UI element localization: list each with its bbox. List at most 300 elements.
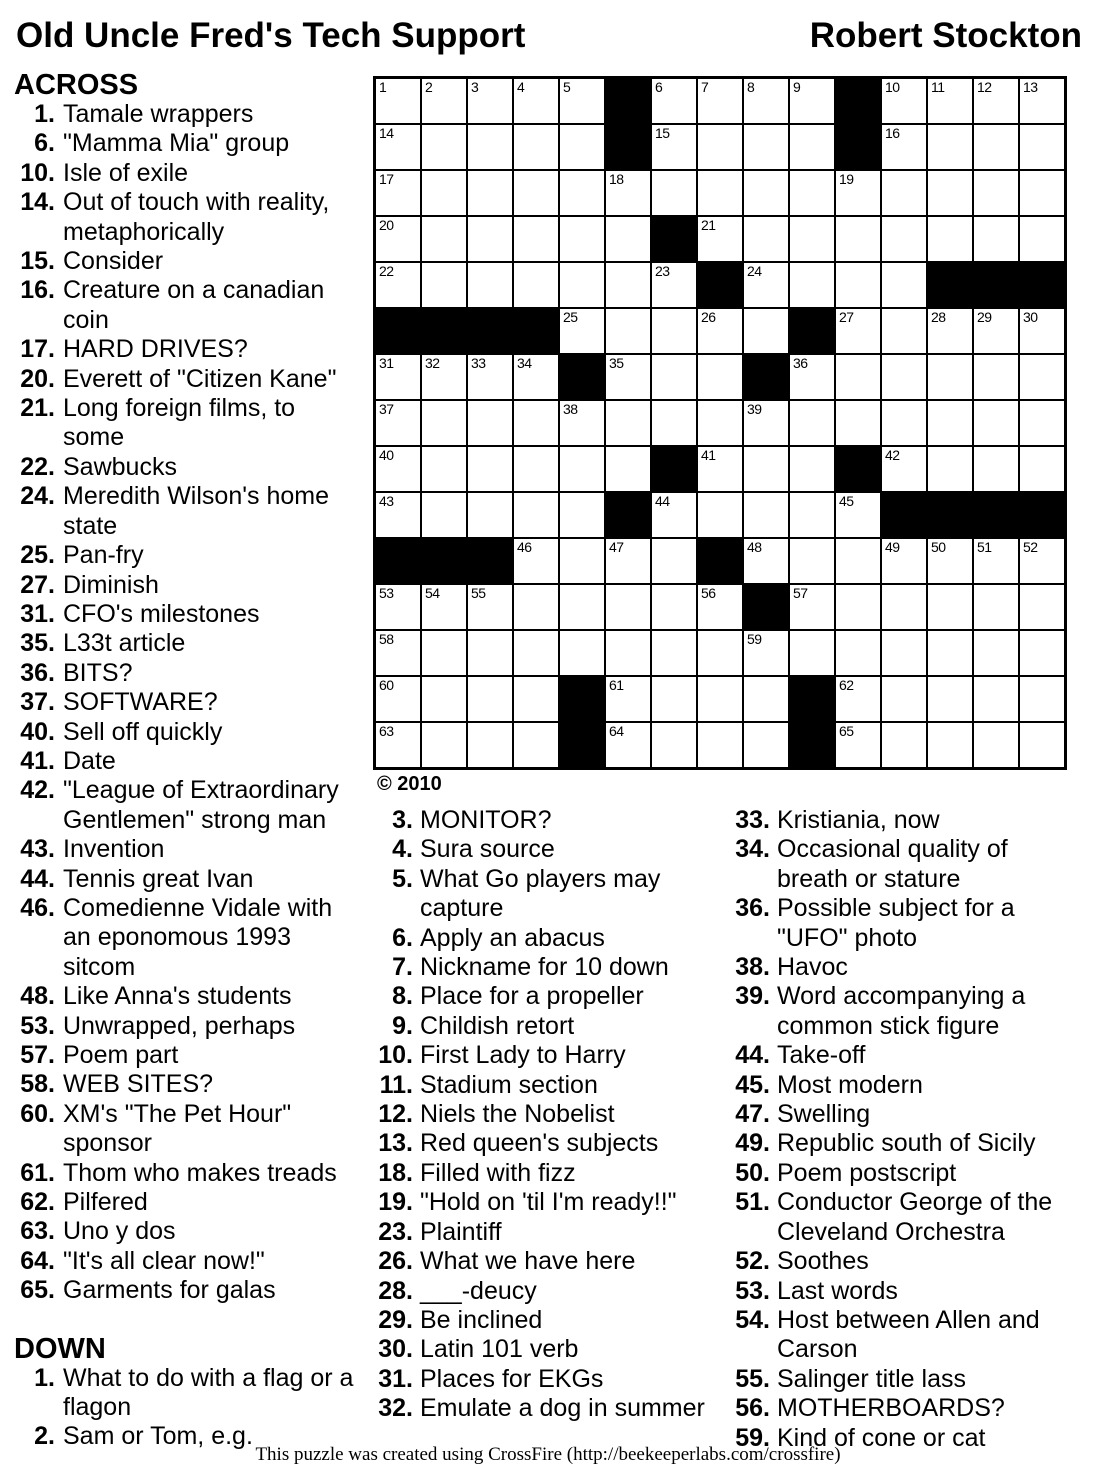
grid-cell[interactable]	[928, 585, 972, 629]
cell-number: 21	[701, 217, 716, 233]
grid-cell[interactable]	[744, 493, 788, 537]
grid-cell[interactable]	[606, 171, 650, 215]
grid-cell[interactable]	[422, 631, 466, 675]
grid-cell[interactable]	[1020, 79, 1064, 123]
clue-number: 4.	[392, 835, 413, 864]
clue	[14, 894, 358, 982]
grid-cell[interactable]	[744, 217, 788, 261]
grid-cell[interactable]	[882, 677, 926, 721]
clue	[14, 365, 358, 394]
grid-cell[interactable]	[606, 401, 650, 445]
clue-number: 50.	[735, 1158, 770, 1187]
grid-cell[interactable]	[606, 355, 650, 399]
grid-cell[interactable]	[928, 631, 972, 675]
grid-cell[interactable]	[652, 79, 696, 123]
grid-cell[interactable]	[422, 447, 466, 491]
grid-cell[interactable]	[836, 723, 880, 767]
grid-cell[interactable]	[376, 171, 420, 215]
grid-cell[interactable]	[422, 171, 466, 215]
clue	[735, 1159, 1077, 1188]
clue-number: 48.	[20, 982, 55, 1011]
clue-text: Salinger title lass	[777, 1364, 966, 1393]
cell-number: 19	[839, 171, 854, 187]
grid-cell[interactable]	[882, 631, 926, 675]
grid-cell[interactable]	[882, 217, 926, 261]
grid-cell[interactable]	[744, 263, 788, 307]
grid-cell[interactable]	[698, 401, 742, 445]
grid-cell[interactable]	[790, 125, 834, 169]
clue-number: 36.	[735, 894, 770, 923]
grid-cell[interactable]	[422, 79, 466, 123]
grid-cell[interactable]	[468, 631, 512, 675]
grid-cell[interactable]	[376, 677, 420, 721]
grid-cell[interactable]	[422, 125, 466, 169]
clue-number: 53.	[735, 1276, 770, 1305]
grid-cell[interactable]	[744, 677, 788, 721]
grid-cell[interactable]	[1020, 309, 1064, 353]
grid-cell[interactable]	[1020, 447, 1064, 491]
grid-cell[interactable]	[790, 631, 834, 675]
clue	[378, 865, 716, 924]
grid-cell[interactable]	[514, 401, 558, 445]
grid-cell[interactable]	[606, 631, 650, 675]
grid-cell[interactable]	[836, 539, 880, 583]
clue-number: 22.	[20, 452, 55, 481]
grid-cell[interactable]	[560, 631, 604, 675]
grid-cell[interactable]	[376, 125, 420, 169]
clue	[378, 1041, 716, 1070]
grid-cell[interactable]	[882, 309, 926, 353]
grid-cell[interactable]	[652, 677, 696, 721]
grid-cell[interactable]	[1020, 401, 1064, 445]
clue-number: 60.	[20, 1099, 55, 1128]
clue	[735, 1306, 1077, 1365]
grid-cell[interactable]	[652, 539, 696, 583]
cell-number: 1	[379, 79, 387, 95]
clue-text: Diminish	[63, 570, 159, 599]
grid-cell[interactable]	[790, 401, 834, 445]
grid-cell[interactable]	[514, 677, 558, 721]
grid-cell[interactable]	[698, 125, 742, 169]
clue-text: Creature on a canadian coin	[63, 276, 325, 334]
cell-number: 32	[425, 355, 440, 371]
clue-text: Kind of cone or cat	[777, 1423, 986, 1452]
clue-number: 40.	[20, 717, 55, 746]
grid-cell[interactable]	[560, 585, 604, 629]
grid-cell[interactable]	[790, 539, 834, 583]
grid-cell[interactable]	[698, 309, 742, 353]
grid-black-cell	[560, 677, 604, 721]
clue	[735, 806, 1077, 835]
grid-cell[interactable]	[836, 309, 880, 353]
grid-cell[interactable]	[652, 631, 696, 675]
grid-cell[interactable]	[560, 539, 604, 583]
grid-cell[interactable]	[1020, 585, 1064, 629]
clue	[14, 1012, 358, 1041]
cell-number: 13	[1023, 79, 1038, 95]
grid-cell[interactable]	[422, 401, 466, 445]
grid-cell[interactable]	[928, 677, 972, 721]
grid-cell[interactable]	[790, 171, 834, 215]
clue	[735, 982, 1077, 1041]
footer-credit: This puzzle was created using CrossFire (http://beekeeperlabs.com/crossfire)	[255, 1444, 841, 1465]
grid-cell[interactable]	[790, 447, 834, 491]
grid-cell[interactable]	[514, 79, 558, 123]
grid-cell[interactable]	[882, 447, 926, 491]
cell-number: 36	[793, 355, 808, 371]
clue-number: 31.	[378, 1364, 413, 1393]
grid-cell[interactable]	[1020, 217, 1064, 261]
grid-cell[interactable]	[376, 493, 420, 537]
cell-number: 48	[747, 539, 762, 555]
clue-number: 10.	[20, 158, 55, 187]
clue-text: Red queen's subjects	[420, 1129, 659, 1158]
grid-cell[interactable]	[422, 723, 466, 767]
grid-cell[interactable]	[652, 401, 696, 445]
grid-cell[interactable]	[468, 263, 512, 307]
grid-cell[interactable]	[882, 401, 926, 445]
grid-cell[interactable]	[698, 355, 742, 399]
cell-number: 63	[379, 723, 394, 739]
grid-cell[interactable]	[744, 631, 788, 675]
grid-cell[interactable]	[468, 125, 512, 169]
grid-cell[interactable]	[652, 355, 696, 399]
grid-cell[interactable]	[468, 723, 512, 767]
page-title: Old Uncle Fred's Tech Support	[16, 16, 526, 55]
grid-cell[interactable]	[928, 309, 972, 353]
clue	[14, 835, 358, 864]
grid-cell[interactable]	[1020, 125, 1064, 169]
cell-number: 10	[885, 79, 900, 95]
grid-cell[interactable]	[836, 401, 880, 445]
grid-cell[interactable]	[514, 263, 558, 307]
cell-number: 11	[931, 79, 945, 95]
grid-cell[interactable]	[698, 79, 742, 123]
grid-cell[interactable]	[974, 723, 1018, 767]
grid-cell[interactable]	[514, 125, 558, 169]
grid-cell[interactable]	[514, 723, 558, 767]
grid-cell[interactable]	[468, 493, 512, 537]
grid-cell[interactable]	[560, 79, 604, 123]
clue-number: 42.	[20, 776, 55, 805]
grid-cell[interactable]	[422, 217, 466, 261]
grid-cell[interactable]	[744, 171, 788, 215]
cell-number: 30	[1023, 309, 1038, 325]
grid-black-cell	[468, 309, 512, 353]
grid-cell[interactable]	[514, 217, 558, 261]
clue-text: Tamale wrappers	[63, 100, 254, 128]
grid-cell[interactable]	[928, 355, 972, 399]
clue-text: BITS?	[63, 658, 133, 687]
clue	[14, 600, 358, 629]
clue-number: 1.	[34, 100, 55, 128]
grid-cell[interactable]	[882, 171, 926, 215]
cell-number: 37	[379, 401, 394, 417]
cell-number: 60	[379, 677, 394, 693]
grid-cell[interactable]	[836, 585, 880, 629]
grid-cell[interactable]	[422, 263, 466, 307]
grid-cell[interactable]	[836, 631, 880, 675]
grid-cell[interactable]	[928, 723, 972, 767]
grid-cell[interactable]	[698, 493, 742, 537]
grid-cell[interactable]	[514, 585, 558, 629]
grid-cell[interactable]	[928, 171, 972, 215]
grid-cell[interactable]	[652, 585, 696, 629]
cell-number: 25	[563, 309, 578, 325]
grid-cell[interactable]	[468, 217, 512, 261]
clue	[14, 129, 358, 158]
grid-cell[interactable]	[974, 309, 1018, 353]
grid-cell[interactable]	[836, 217, 880, 261]
clue	[378, 806, 716, 835]
clue	[14, 453, 358, 482]
clue	[378, 1277, 716, 1306]
grid-cell[interactable]	[974, 217, 1018, 261]
grid-cell[interactable]	[698, 631, 742, 675]
grid-cell[interactable]	[1020, 631, 1064, 675]
cell-number: 42	[885, 447, 900, 463]
grid-cell[interactable]	[698, 447, 742, 491]
grid-cell[interactable]	[744, 309, 788, 353]
grid-cell[interactable]	[376, 79, 420, 123]
grid-cell[interactable]	[698, 171, 742, 215]
grid-cell[interactable]	[698, 677, 742, 721]
cell-number: 45	[839, 493, 854, 509]
clue	[14, 1276, 358, 1305]
grid-cell[interactable]	[1020, 677, 1064, 721]
grid-cell[interactable]	[652, 171, 696, 215]
clue-number: 6.	[34, 129, 55, 158]
grid-cell[interactable]	[836, 263, 880, 307]
grid-cell[interactable]	[974, 631, 1018, 675]
grid-black-cell	[514, 309, 558, 353]
clue-number: 26.	[378, 1247, 413, 1276]
grid-cell[interactable]	[560, 263, 604, 307]
clue-text: Poem part	[63, 1041, 179, 1069]
clue	[14, 776, 358, 835]
grid-cell[interactable]	[744, 401, 788, 445]
grid-cell[interactable]	[974, 539, 1018, 583]
clue-text: HARD DRIVES?	[63, 335, 248, 364]
grid-cell[interactable]	[606, 539, 650, 583]
grid-cell[interactable]	[974, 171, 1018, 215]
grid-cell[interactable]	[514, 171, 558, 215]
grid-cell[interactable]	[468, 585, 512, 629]
grid-cell[interactable]	[836, 677, 880, 721]
grid-cell[interactable]	[514, 631, 558, 675]
clue	[378, 1012, 716, 1041]
grid-black-cell	[836, 447, 880, 491]
grid-cell[interactable]	[744, 125, 788, 169]
clue-text: SOFTWARE?	[63, 688, 218, 717]
grid-cell[interactable]	[882, 585, 926, 629]
grid-cell[interactable]	[514, 493, 558, 537]
cell-number: 62	[839, 677, 854, 693]
grid-cell[interactable]	[928, 447, 972, 491]
clue-text: Stadium section	[420, 1070, 598, 1099]
grid-cell[interactable]	[652, 309, 696, 353]
clue-text: Sura source	[420, 835, 555, 864]
grid-black-cell	[560, 723, 604, 767]
grid-cell[interactable]	[928, 217, 972, 261]
grid-cell[interactable]	[698, 585, 742, 629]
clue-text: Isle of exile	[63, 158, 189, 187]
clue-number: 36.	[20, 658, 55, 687]
grid-black-cell	[606, 493, 650, 537]
clue-text: "It's all clear now!"	[63, 1246, 265, 1275]
clue-number: 64.	[20, 1246, 55, 1275]
grid-cell[interactable]	[514, 539, 558, 583]
grid-cell[interactable]	[744, 723, 788, 767]
grid-cell[interactable]	[974, 677, 1018, 721]
grid-cell[interactable]	[560, 217, 604, 261]
grid-cell[interactable]	[606, 217, 650, 261]
grid-cell[interactable]	[790, 355, 834, 399]
grid-cell[interactable]	[376, 585, 420, 629]
grid-cell[interactable]	[744, 79, 788, 123]
clue	[378, 1335, 716, 1364]
clue-text: Consider	[63, 247, 164, 276]
clue-number: 44.	[735, 1041, 770, 1070]
grid-cell[interactable]	[790, 217, 834, 261]
grid-cell[interactable]	[422, 355, 466, 399]
grid-cell[interactable]	[560, 447, 604, 491]
grid-cell[interactable]	[882, 723, 926, 767]
clue-text: Emulate a dog in summer	[420, 1394, 705, 1423]
clue-number: 30.	[378, 1335, 413, 1364]
grid-cell[interactable]	[928, 125, 972, 169]
grid-cell[interactable]	[422, 677, 466, 721]
grid-cell[interactable]	[376, 217, 420, 261]
grid-cell[interactable]	[790, 79, 834, 123]
clue-text: CFO's milestones	[63, 599, 260, 628]
grid-cell[interactable]	[514, 355, 558, 399]
cell-number: 31	[379, 355, 394, 371]
clue	[14, 247, 358, 276]
grid-cell[interactable]	[652, 263, 696, 307]
grid-cell[interactable]	[1020, 539, 1064, 583]
clue-number: 38.	[735, 953, 770, 982]
clue	[14, 1247, 358, 1276]
grid-cell[interactable]	[882, 539, 926, 583]
grid-cell[interactable]	[468, 171, 512, 215]
grid-cell[interactable]	[468, 447, 512, 491]
clue-number: 62.	[20, 1188, 55, 1217]
grid-cell[interactable]	[560, 125, 604, 169]
grid-cell[interactable]	[422, 493, 466, 537]
clue-text: Pan-fry	[63, 541, 144, 570]
grid-cell[interactable]	[422, 585, 466, 629]
grid-cell[interactable]	[606, 263, 650, 307]
grid-cell[interactable]	[376, 401, 420, 445]
grid-cell[interactable]	[698, 217, 742, 261]
grid-cell[interactable]	[744, 539, 788, 583]
grid-black-cell	[928, 493, 972, 537]
cell-number: 43	[379, 493, 394, 509]
cell-number: 16	[885, 125, 900, 141]
grid-cell[interactable]	[652, 493, 696, 537]
clue-number: 28.	[378, 1276, 413, 1305]
grid-cell[interactable]	[652, 723, 696, 767]
grid-cell[interactable]	[606, 677, 650, 721]
grid-cell[interactable]	[744, 447, 788, 491]
clue-number: 17.	[20, 335, 55, 364]
grid-cell[interactable]	[376, 355, 420, 399]
cell-number: 15	[655, 125, 670, 141]
clue-text: Places for EKGs	[420, 1364, 604, 1393]
grid-cell[interactable]	[882, 263, 926, 307]
grid-cell[interactable]	[974, 401, 1018, 445]
grid-cell[interactable]	[1020, 723, 1064, 767]
grid-cell[interactable]	[468, 677, 512, 721]
grid-cell[interactable]	[790, 493, 834, 537]
clue	[378, 835, 716, 864]
clue-column-right	[735, 806, 1077, 1453]
grid-cell[interactable]	[1020, 171, 1064, 215]
grid-cell[interactable]	[606, 585, 650, 629]
grid-cell[interactable]	[376, 723, 420, 767]
grid-cell[interactable]	[836, 171, 880, 215]
grid-cell[interactable]	[376, 631, 420, 675]
grid-cell[interactable]	[468, 401, 512, 445]
clue-text: Kristiania, now	[777, 806, 940, 834]
clue-number: 16.	[20, 276, 55, 305]
grid-cell[interactable]	[560, 309, 604, 353]
grid-cell[interactable]	[514, 447, 558, 491]
clue	[378, 1071, 716, 1100]
grid-cell[interactable]	[468, 355, 512, 399]
clue-number: 47.	[735, 1100, 770, 1129]
clue	[14, 1100, 358, 1159]
grid-cell[interactable]	[606, 723, 650, 767]
grid-cell[interactable]	[836, 355, 880, 399]
grid-cell[interactable]	[790, 585, 834, 629]
grid-cell[interactable]	[974, 79, 1018, 123]
grid-cell[interactable]	[560, 401, 604, 445]
clue	[14, 688, 358, 717]
grid-cell[interactable]	[928, 79, 972, 123]
grid-cell[interactable]	[836, 493, 880, 537]
grid-cell[interactable]	[928, 539, 972, 583]
grid-cell[interactable]	[468, 79, 512, 123]
clue-text: Plaintiff	[420, 1217, 502, 1246]
grid-cell[interactable]	[974, 355, 1018, 399]
grid-cell[interactable]	[560, 171, 604, 215]
grid-cell[interactable]	[974, 585, 1018, 629]
grid-cell[interactable]	[376, 447, 420, 491]
clue-text: WEB SITES?	[63, 1070, 214, 1099]
grid-cell[interactable]	[974, 125, 1018, 169]
grid-cell[interactable]	[652, 125, 696, 169]
grid-cell[interactable]	[882, 125, 926, 169]
grid-cell[interactable]	[698, 723, 742, 767]
clue-number: 37.	[20, 688, 55, 717]
clue	[378, 1365, 716, 1394]
clue-text: Out of touch with reality, metaphorically	[63, 188, 330, 246]
grid-cell[interactable]	[560, 493, 604, 537]
grid-cell[interactable]	[606, 309, 650, 353]
cell-number: 33	[471, 355, 486, 371]
grid-cell[interactable]	[974, 447, 1018, 491]
grid-cell[interactable]	[790, 263, 834, 307]
grid-black-cell	[606, 125, 650, 169]
grid-cell[interactable]	[928, 401, 972, 445]
grid-cell[interactable]	[882, 79, 926, 123]
grid-cell[interactable]	[606, 447, 650, 491]
grid-cell[interactable]	[1020, 355, 1064, 399]
grid-cell[interactable]	[376, 263, 420, 307]
grid-cell[interactable]	[882, 355, 926, 399]
